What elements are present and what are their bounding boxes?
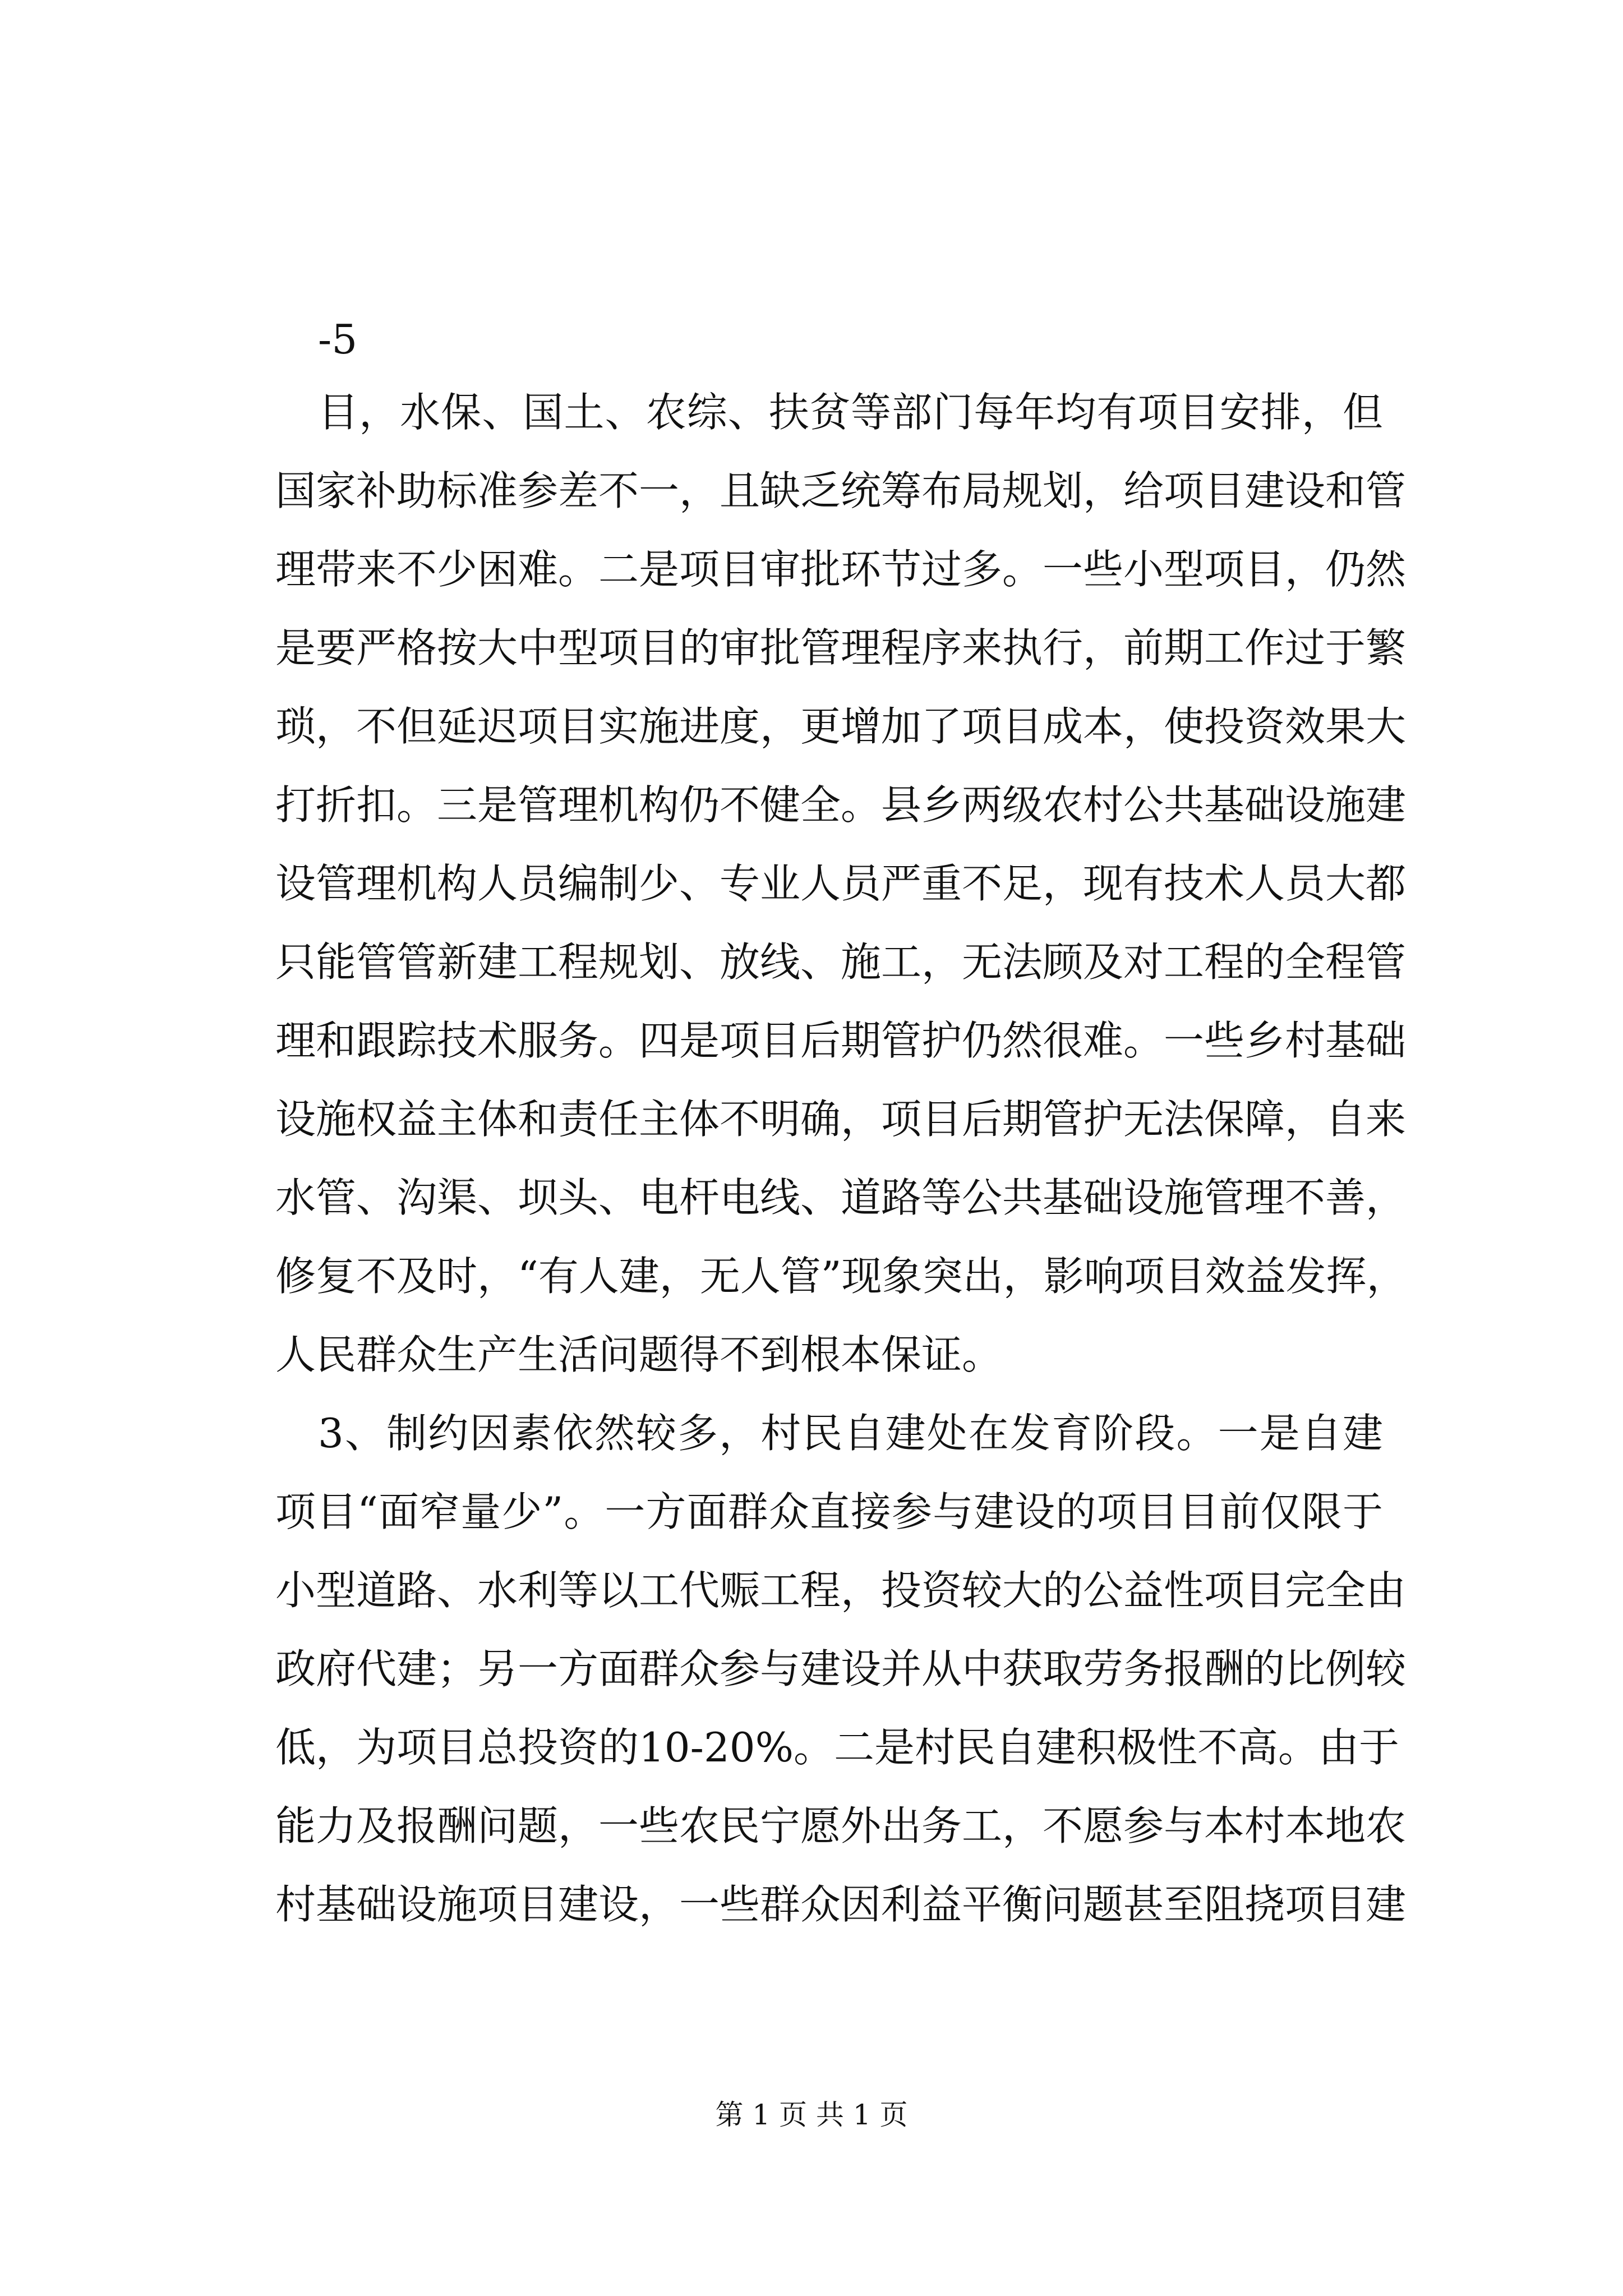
paragraph-2-line-7: 村基础设施项目建设，一些群众因利益平衡问题甚至阻挠项目建 [275, 1881, 1407, 1928]
paragraph-1-line-7: 设管理机构人员编制少、专业人员严重不足，现有技术人员大都 [275, 860, 1407, 907]
paragraph-1-line-5: 琐，不但延迟项目实施进度，更增加了项目成本，使投资效果大 [275, 703, 1407, 750]
paragraph-1-line-4: 是要严格按大中型项目的审批管理程序来执行，前期工作过于繁 [275, 624, 1407, 671]
paragraph-1-line-2: 国家补助标准参差不一，且缺乏统筹布局规划，给项目建设和管 [275, 467, 1407, 514]
paragraph-1-line-9: 理和跟踪技术服务。四是项目后期管护仍然很难。一些乡村基础 [275, 1017, 1407, 1064]
paragraph-1-line-3: 理带来不少困难。二是项目审批环节过多。一些小型项目，仍然 [275, 546, 1407, 593]
paragraph-1-line-8: 只能管管新建工程规划、放线、施工，无法顾及对工程的全程管 [275, 938, 1407, 986]
page-footer: 第 1 页 共 1 页 [715, 2099, 908, 2131]
paragraph-2-line-6: 能力及报酬问题，一些农民宁愿外出务工，不愿参与本村本地农 [275, 1802, 1407, 1849]
paragraph-2-line-5: 低，为项目总投资的10-20%。二是村民自建积极性不高。由于 [275, 1724, 1399, 1771]
paragraph-2-line-3: 小型道路、水利等以工代赈工程，投资较大的公益性项目完全由 [275, 1567, 1407, 1614]
paragraph-2-line-1: 3、制约因素依然较多，村民自建处在发育阶段。一是自建 [318, 1410, 1383, 1457]
paragraph-2-line-2: 项目“面窄量少”。一方面群众直接参与建设的项目目前仅限于 [275, 1488, 1383, 1535]
paragraph-1-line-11: 水管、沟渠、坝头、电杆电线、道路等公共基础设施管理不善， [275, 1174, 1407, 1221]
paragraph-1-line-12: 修复不及时，“有人建，无人管”现象突出，影响项目效益发挥， [275, 1253, 1407, 1300]
paragraph-2-line-4: 政府代建；另一方面群众参与建设并从中获取劳务报酬的比例较 [275, 1645, 1407, 1692]
page-marker: -5 [318, 316, 358, 363]
paragraph-1-line-10: 设施权益主体和责任主体不明确，项目后期管护无法保障，自来 [275, 1096, 1407, 1143]
paragraph-1-line-13: 人民群众生产生活问题得不到根本保证。 [275, 1331, 1003, 1378]
paragraph-1-line-1: 目，水保、国土、农综、扶贫等部门每年均有项目安排，但 [318, 389, 1383, 436]
paragraph-1-line-6: 打折扣。三是管理机构仍不健全。县乡两级农村公共基础设施建 [275, 781, 1407, 829]
